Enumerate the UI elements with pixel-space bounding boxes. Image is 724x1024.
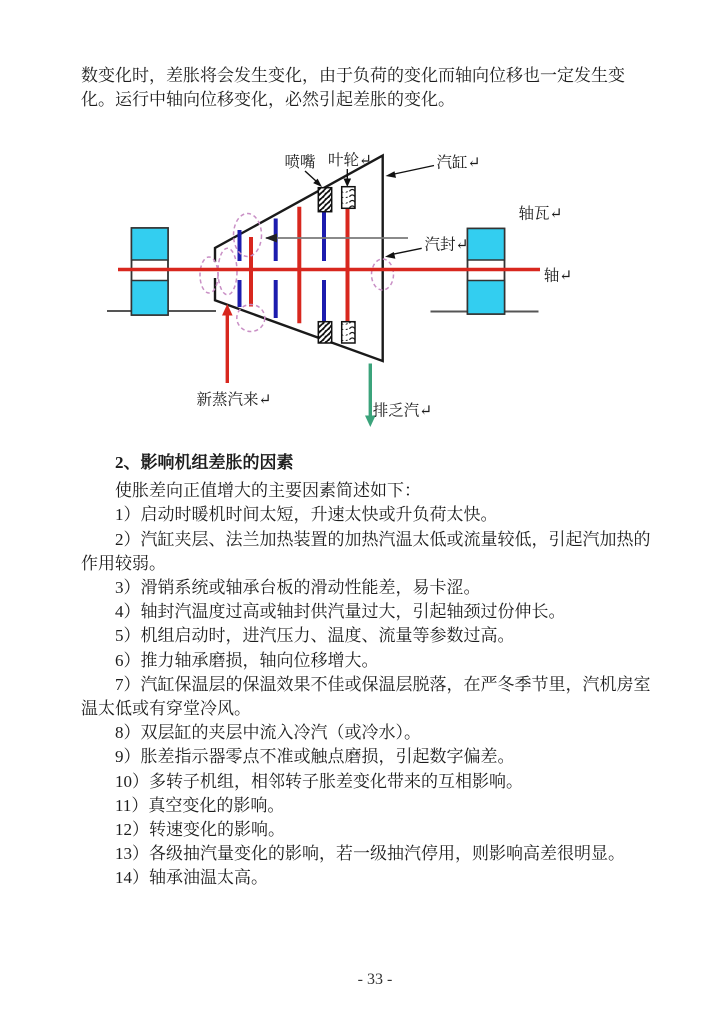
factor-item: 10）多转子机组，相邻转子胀差变化带来的互相影响。 <box>115 771 523 791</box>
factor-item: 5）机组启动时，进汽压力、温度、流量等参数过高。 <box>115 626 515 646</box>
factor-item: 4）轴封汽温度过高或轴封供汽量过大，引起轴颈过份伸长。 <box>115 602 566 622</box>
bearing-cyan-top <box>132 228 169 260</box>
impeller-box-top <box>342 187 355 209</box>
seal-ellipse <box>218 248 237 295</box>
cylinder-arrowhead <box>386 171 397 178</box>
new-steam-label: 新蒸汽来↵ <box>196 391 272 409</box>
bearing-shell-label: 轴瓦↵ <box>518 205 563 223</box>
bearing-cyan-bottom <box>468 281 505 315</box>
left-bearing-block <box>132 228 169 315</box>
factor-item: 13）各级抽汽量变化的影响，若一级抽汽停用，则影响高差很明显。 <box>115 844 625 864</box>
nozzle-label: 喷嘴 <box>284 154 316 171</box>
cylinder-label: 汽缸↵ <box>436 154 481 172</box>
factor-item: 3）滑销系统或轴承台板的滑动性能差，易卡涩。 <box>115 578 481 598</box>
impeller-label: 叶轮↵ <box>328 152 372 169</box>
factor-item: 7）汽缸保温层的保温效果不佳或保温层脱落，在严冬季节里，汽机房室温太低或有穿堂冷风。 <box>81 674 651 719</box>
shaft-label: 轴↵ <box>543 267 573 285</box>
steam-seal-arrow <box>393 248 422 254</box>
factor-item: 8）双层缸的夹层中流入冷汽（或冷水）。 <box>115 723 421 743</box>
factor-item: 12）转速变化的影响。 <box>115 820 285 840</box>
impeller-arrowhead <box>344 179 352 188</box>
intro-text: 数变化时，差胀将会发生变化，由于负荷的变化而轴向位移也一定发生变化。运行中轴向位移变化，必然引起差胀的变化。 <box>81 66 625 109</box>
nozzle-arrow <box>305 171 317 182</box>
cylinder-arrow <box>392 166 434 175</box>
factor-item: 1）启动时暖机时间太短，升速太快或升负荷太快。 <box>115 505 498 525</box>
pointer-line-arrowhead <box>265 234 277 243</box>
nozzle-box-top <box>318 188 331 212</box>
intro-paragraph <box>81 64 656 111</box>
exhaust-steam-label: 排乏汽↵ <box>372 402 433 420</box>
steam-seal-label: 汽封↵ <box>424 236 469 254</box>
factor-item: 14）轴承油温太高。 <box>115 868 268 888</box>
bearing-cyan-bottom <box>132 281 169 316</box>
steam-seal-arrowhead <box>385 252 395 259</box>
factor-item: 9）胀差指示器零点不准或触点磨损，引起数字偏差。 <box>115 747 515 767</box>
section-heading: 2、影响机组差胀的因素 <box>115 453 294 472</box>
impeller-box-bottom <box>342 322 355 343</box>
factor-item: 2）汽缸夹层、法兰加热装置的加热汽温太低或流量较低，引起汽加热的作用较弱。 <box>81 529 651 573</box>
nozzle-box-bottom <box>318 322 331 343</box>
page-number: - 33 - <box>357 971 393 988</box>
section-factors <box>81 451 656 891</box>
factor-item: 6）推力轴承磨损，轴向位移增大。 <box>115 650 379 670</box>
section-lead: 使胀差向正值增大的主要因素简述如下： <box>115 481 421 501</box>
factor-item: 11）真空变化的影响。 <box>115 795 285 815</box>
bearing-cyan-top <box>468 229 505 261</box>
